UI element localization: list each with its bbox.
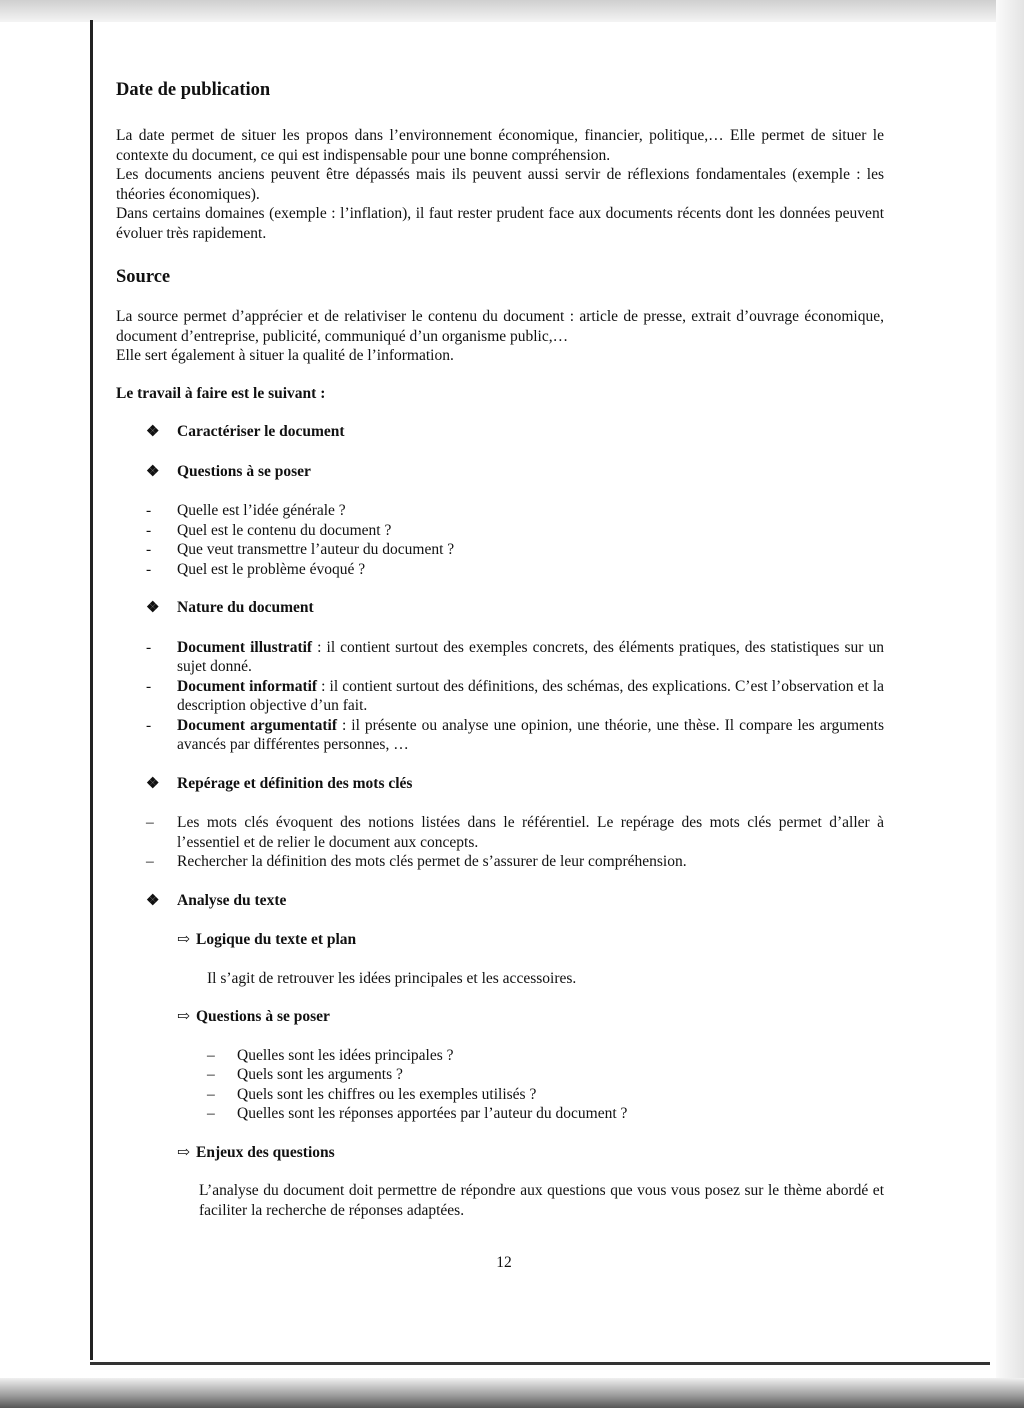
list-item: – Les mots clés évoquent des notions listées dans le référentiel. Le repérage des mots clés permet d’aller à l’essentiel et de relier le document aux concepts. [116,813,884,852]
diamond-bullet-icon: ❖ [146,463,160,480]
item-questions [116,462,884,483]
dash-bullet: – [207,1066,215,1083]
term: Document informatif [177,677,318,695]
document-page [116,78,884,1220]
list-item: – Quels sont les arguments ? [116,1065,884,1085]
questions-list [116,501,884,579]
date-paragraph: Dans certains domaines (exemple : l’inflation), il faut rester prudent face aux documents récents dont les données peuvent évoluer très rapidement. [116,205,884,242]
subitem-questions: ⇨ Questions à se poser [177,1008,330,1025]
stakes-text: L’analyse du document doit permettre de répondre aux questions que vous vous posez sur le thème abordé et faciliter la recherche de réponses adaptées. [199,1182,884,1219]
item-nature [116,598,884,619]
task-heading: Le travail à faire est le suivant : [116,384,326,402]
item-label: Caractériser le document [177,423,345,440]
diamond-bullet-icon: ❖ [146,600,160,616]
list-item: - Que veut transmettre l’auteur du document ? [116,540,884,560]
list-item: – Rechercher la définition des mots clés permet de s’assurer de leur compréhension. [116,852,884,872]
term: Document argumentatif [177,716,337,734]
page-number: 12 [496,1254,512,1271]
nature-list [116,638,884,755]
diamond-bullet-icon: ❖ [146,424,160,440]
logic-text: Il s’agit de retrouver les idées principales et les accessoires. [207,969,577,987]
dash-bullet: - [146,677,152,695]
scan-right-edge [996,0,1024,1408]
arrow-right-icon: ⇨ [177,1143,190,1161]
date-section-body [116,126,884,243]
date-paragraph: Les documents anciens peuvent être dépassés mais ils peuvent aussi servir de réflexions fondamentales (exemple : les théories économiques). [116,166,884,203]
binding-line [90,20,93,1360]
arrow-right-icon: ⇨ [177,931,190,948]
source-section-body [116,307,884,366]
item-characterize [116,422,884,443]
item-keywords [116,774,884,795]
source-paragraph: La source permet d’apprécier et de relativiser le contenu du document : article de presse, extrait d’ouvrage économique, document d’entreprise, publicité, communiqué d’un organisme public,… [116,308,884,345]
list-item: - Document informatif : il contient surtout des définitions, des schémas, des explications. C’est l’observation et la description objective d’un fait. [116,677,884,716]
dash-bullet: – [207,1046,215,1064]
dash-bullet: - [146,716,152,734]
scan-top-edge [0,0,1024,22]
analysis-questions-list [116,1046,884,1124]
item-label: Analyse du texte [177,891,287,909]
subitem-stakes: ⇨ Enjeux des questions [177,1143,335,1161]
dash-bullet: - [146,541,152,558]
date-paragraph: La date permet de situer les propos dans l’environnement économique, financier, politique,… Elle permet de situer le contexte du document, ce qui est indispensable pour une bonne compréhension. [116,127,884,164]
item-analysis [116,891,884,912]
term: Document illustratif [177,638,313,656]
dash-bullet: - [146,560,152,578]
diamond-bullet-icon: ❖ [146,892,160,909]
list-item: – Quelles sont les idées principales ? [116,1046,884,1066]
list-item: - Quelle est l’idée générale ? [116,501,884,521]
list-item: – Quels sont les chiffres ou les exemples utilisés ? [116,1085,884,1105]
list-item: - Quel est le problème évoqué ? [116,560,884,580]
arrow-right-icon: ⇨ [177,1008,190,1025]
list-item: - Document illustratif : il contient surtout des exemples concrets, des éléments pratiques, des statistiques sur un sujet donné. [116,638,884,677]
list-item: - Quel est le contenu du document ? [116,521,884,541]
item-label: Questions à se poser [177,462,311,480]
diamond-bullet-icon: ❖ [146,775,160,792]
dash-bullet: – [207,1085,215,1103]
dash-bullet: – [207,1105,215,1122]
scan-bottom-edge [0,1378,1024,1408]
item-label: Nature du document [177,599,314,616]
dash-bullet: – [146,814,154,831]
subitem-logic: ⇨ Logique du texte et plan [177,931,357,948]
keywords-list [116,813,884,872]
source-paragraph: Elle sert également à situer la qualité de l’information. [116,347,454,364]
binding-foot-line [90,1362,990,1365]
dash-bullet: - [146,638,152,656]
dash-bullet: – [146,853,154,870]
section-title-date: Date de publication [116,80,271,100]
dash-bullet: - [146,502,152,519]
section-title-source: Source [116,267,171,287]
list-item: - Document argumentatif : il présente ou analyse une opinion, une théorie, une thèse. Il compare les arguments avancés par différentes personnes, … [116,716,884,755]
item-label: Repérage et définition des mots clés [177,774,413,792]
dash-bullet: - [146,521,152,539]
list-item: – Quelles sont les réponses apportées par l’auteur du document ? [116,1104,884,1124]
